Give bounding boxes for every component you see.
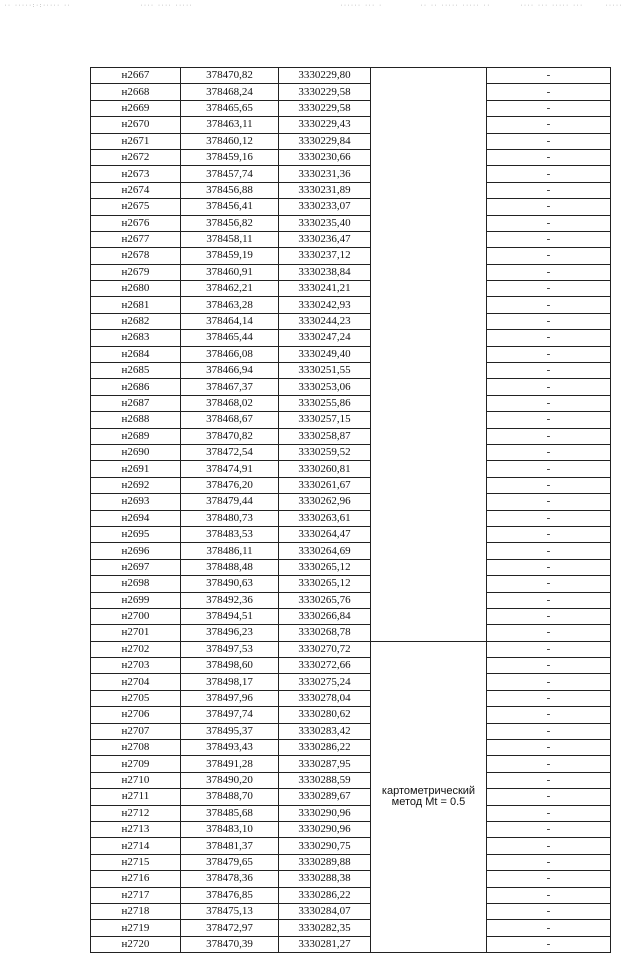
table-row <box>91 887 611 903</box>
x-coordinate-cell: 378462,21 <box>181 281 279 297</box>
point-name-cell: н2720 <box>91 936 181 952</box>
x-coordinate-cell: 378470,39 <box>181 936 279 952</box>
error-cell: - <box>487 920 611 936</box>
method-line-1: картометрический <box>381 784 476 797</box>
table-row <box>91 84 611 100</box>
error-cell: - <box>487 887 611 903</box>
y-coordinate-cell: 3330265,76 <box>279 592 371 608</box>
error-cell: - <box>487 231 611 247</box>
x-coordinate-cell: 378483,53 <box>181 526 279 542</box>
error-cell: - <box>487 248 611 264</box>
y-coordinate-cell: 3330258,87 <box>279 428 371 444</box>
y-coordinate-cell: 3330286,22 <box>279 887 371 903</box>
error-cell: - <box>487 690 611 706</box>
x-coordinate-cell: 378458,11 <box>181 231 279 247</box>
error-cell: - <box>487 264 611 280</box>
y-coordinate-cell: 3330233,07 <box>279 199 371 215</box>
point-name-cell: н2676 <box>91 215 181 231</box>
y-coordinate-cell: 3330244,23 <box>279 313 371 329</box>
point-name-cell: н2673 <box>91 166 181 182</box>
y-coordinate-cell: 3330282,35 <box>279 920 371 936</box>
x-coordinate-cell: 378456,82 <box>181 215 279 231</box>
x-coordinate-cell: 378465,65 <box>181 100 279 116</box>
x-coordinate-cell: 378456,88 <box>181 182 279 198</box>
x-coordinate-cell: 378494,51 <box>181 608 279 624</box>
y-coordinate-cell: 3330283,42 <box>279 723 371 739</box>
point-name-cell: н2696 <box>91 543 181 559</box>
point-name-cell: н2703 <box>91 658 181 674</box>
table-row <box>91 592 611 608</box>
x-coordinate-cell: 378474,91 <box>181 461 279 477</box>
y-coordinate-cell: 3330251,55 <box>279 363 371 379</box>
error-cell: - <box>487 805 611 821</box>
error-cell: - <box>487 658 611 674</box>
error-cell: - <box>487 133 611 149</box>
table-row <box>91 641 611 657</box>
point-name-cell: н2667 <box>91 68 181 84</box>
method-cell <box>371 641 487 952</box>
point-name-cell: н2694 <box>91 510 181 526</box>
y-coordinate-cell: 3330229,58 <box>279 84 371 100</box>
table-row <box>91 444 611 460</box>
point-name-cell: н2688 <box>91 412 181 428</box>
table-row <box>91 920 611 936</box>
table-row <box>91 149 611 165</box>
x-coordinate-cell: 378498,60 <box>181 658 279 674</box>
point-name-cell: н2704 <box>91 674 181 690</box>
point-name-cell: н2702 <box>91 641 181 657</box>
error-cell: - <box>487 821 611 837</box>
y-coordinate-cell: 3330259,52 <box>279 444 371 460</box>
y-coordinate-cell: 3330286,22 <box>279 740 371 756</box>
y-coordinate-cell: 3330268,78 <box>279 625 371 641</box>
x-coordinate-cell: 378460,91 <box>181 264 279 280</box>
point-name-cell: н2715 <box>91 854 181 870</box>
point-name-cell: н2710 <box>91 772 181 788</box>
y-coordinate-cell: 3330284,07 <box>279 903 371 919</box>
point-name-cell: н2681 <box>91 297 181 313</box>
table-row <box>91 133 611 149</box>
x-coordinate-cell: 378486,11 <box>181 543 279 559</box>
x-coordinate-cell: 378490,20 <box>181 772 279 788</box>
x-coordinate-cell: 378497,53 <box>181 641 279 657</box>
x-coordinate-cell: 378468,24 <box>181 84 279 100</box>
table-row <box>91 576 611 592</box>
x-coordinate-cell: 378492,36 <box>181 592 279 608</box>
x-coordinate-cell: 378498,17 <box>181 674 279 690</box>
table-row <box>91 199 611 215</box>
table-row <box>91 871 611 887</box>
error-cell: - <box>487 559 611 575</box>
scan-artifact-text: ·· ·····:·:····· ·· <box>4 3 71 9</box>
x-coordinate-cell: 378467,37 <box>181 379 279 395</box>
y-coordinate-cell: 3330290,96 <box>279 821 371 837</box>
error-cell: - <box>487 182 611 198</box>
error-cell: - <box>487 510 611 526</box>
error-cell: - <box>487 592 611 608</box>
point-name-cell: н2675 <box>91 199 181 215</box>
error-cell: - <box>487 903 611 919</box>
y-coordinate-cell: 3330288,59 <box>279 772 371 788</box>
error-cell: - <box>487 281 611 297</box>
y-coordinate-cell: 3330235,40 <box>279 215 371 231</box>
error-cell: - <box>487 330 611 346</box>
table-row <box>91 395 611 411</box>
error-cell: - <box>487 756 611 772</box>
table-row <box>91 526 611 542</box>
x-coordinate-cell: 378463,28 <box>181 297 279 313</box>
table-row <box>91 608 611 624</box>
y-coordinate-cell: 3330230,66 <box>279 149 371 165</box>
scan-artifact-text: ····· <box>605 3 623 9</box>
y-coordinate-cell: 3330280,62 <box>279 707 371 723</box>
x-coordinate-cell: 378460,12 <box>181 133 279 149</box>
y-coordinate-cell: 3330281,27 <box>279 936 371 952</box>
table-row <box>91 821 611 837</box>
y-coordinate-cell: 3330229,80 <box>279 68 371 84</box>
error-cell: - <box>487 641 611 657</box>
table-row <box>91 805 611 821</box>
error-cell: - <box>487 379 611 395</box>
point-name-cell: н2691 <box>91 461 181 477</box>
point-name-cell: н2680 <box>91 281 181 297</box>
error-cell: - <box>487 838 611 854</box>
table-row <box>91 494 611 510</box>
point-name-cell: н2672 <box>91 149 181 165</box>
table-row <box>91 559 611 575</box>
y-coordinate-cell: 3330229,43 <box>279 117 371 133</box>
x-coordinate-cell: 378470,82 <box>181 68 279 84</box>
point-name-cell: н2693 <box>91 494 181 510</box>
table-row <box>91 68 611 84</box>
table-row <box>91 461 611 477</box>
point-name-cell: н2700 <box>91 608 181 624</box>
y-coordinate-cell: 3330238,84 <box>279 264 371 280</box>
error-cell: - <box>487 166 611 182</box>
y-coordinate-cell: 3330236,47 <box>279 231 371 247</box>
x-coordinate-cell: 378496,23 <box>181 625 279 641</box>
point-name-cell: н2684 <box>91 346 181 362</box>
table-row <box>91 674 611 690</box>
error-cell: - <box>487 363 611 379</box>
table-row <box>91 854 611 870</box>
table-row <box>91 903 611 919</box>
error-cell: - <box>487 543 611 559</box>
y-coordinate-cell: 3330265,12 <box>279 559 371 575</box>
table-row <box>91 379 611 395</box>
point-name-cell: н2705 <box>91 690 181 706</box>
table-row <box>91 100 611 116</box>
point-name-cell: н2714 <box>91 838 181 854</box>
y-coordinate-cell: 3330247,24 <box>279 330 371 346</box>
y-coordinate-cell: 3330260,81 <box>279 461 371 477</box>
point-name-cell: н2670 <box>91 117 181 133</box>
y-coordinate-cell: 3330278,04 <box>279 690 371 706</box>
error-cell: - <box>487 707 611 723</box>
x-coordinate-cell: 378479,44 <box>181 494 279 510</box>
x-coordinate-cell: 378483,10 <box>181 821 279 837</box>
table-row <box>91 477 611 493</box>
table-row <box>91 231 611 247</box>
y-coordinate-cell: 3330270,72 <box>279 641 371 657</box>
y-coordinate-cell: 3330263,61 <box>279 510 371 526</box>
x-coordinate-cell: 378488,48 <box>181 559 279 575</box>
error-cell: - <box>487 199 611 215</box>
x-coordinate-cell: 378466,94 <box>181 363 279 379</box>
x-coordinate-cell: 378472,97 <box>181 920 279 936</box>
x-coordinate-cell: 378466,08 <box>181 346 279 362</box>
y-coordinate-cell: 3330229,84 <box>279 133 371 149</box>
error-cell: - <box>487 117 611 133</box>
table-row <box>91 772 611 788</box>
point-name-cell: н2690 <box>91 444 181 460</box>
point-name-cell: н2695 <box>91 526 181 542</box>
x-coordinate-cell: 378480,73 <box>181 510 279 526</box>
x-coordinate-cell: 378463,11 <box>181 117 279 133</box>
x-coordinate-cell: 378476,20 <box>181 477 279 493</box>
x-coordinate-cell: 378464,14 <box>181 313 279 329</box>
error-cell: - <box>487 740 611 756</box>
point-name-cell: н2685 <box>91 363 181 379</box>
y-coordinate-cell: 3330241,21 <box>279 281 371 297</box>
scan-header-artifacts <box>0 0 640 14</box>
y-coordinate-cell: 3330289,88 <box>279 854 371 870</box>
error-cell: - <box>487 477 611 493</box>
table-row <box>91 658 611 674</box>
x-coordinate-cell: 378488,70 <box>181 789 279 805</box>
table-row <box>91 543 611 559</box>
x-coordinate-cell: 378456,41 <box>181 199 279 215</box>
y-coordinate-cell: 3330253,06 <box>279 379 371 395</box>
x-coordinate-cell: 378470,82 <box>181 428 279 444</box>
table-row <box>91 723 611 739</box>
error-cell: - <box>487 871 611 887</box>
table-row <box>91 510 611 526</box>
table-row <box>91 707 611 723</box>
point-name-cell: н2718 <box>91 903 181 919</box>
error-cell: - <box>487 68 611 84</box>
x-coordinate-cell: 378481,37 <box>181 838 279 854</box>
point-name-cell: н2717 <box>91 887 181 903</box>
point-name-cell: н2719 <box>91 920 181 936</box>
point-name-cell: н2687 <box>91 395 181 411</box>
y-coordinate-cell: 3330262,96 <box>279 494 371 510</box>
error-cell: - <box>487 772 611 788</box>
error-cell: - <box>487 576 611 592</box>
scan-artifact-text: ······ ··· · <box>340 3 383 9</box>
y-coordinate-cell: 3330264,47 <box>279 526 371 542</box>
point-name-cell: н2682 <box>91 313 181 329</box>
x-coordinate-cell: 378497,74 <box>181 707 279 723</box>
y-coordinate-cell: 3330272,66 <box>279 658 371 674</box>
error-cell: - <box>487 313 611 329</box>
table-row <box>91 363 611 379</box>
point-name-cell: н2668 <box>91 84 181 100</box>
point-name-cell: н2686 <box>91 379 181 395</box>
x-coordinate-cell: 378468,02 <box>181 395 279 411</box>
table-row <box>91 690 611 706</box>
error-cell: - <box>487 84 611 100</box>
coordinates-table-body <box>91 68 611 953</box>
table-row <box>91 215 611 231</box>
y-coordinate-cell: 3330266,84 <box>279 608 371 624</box>
error-cell: - <box>487 723 611 739</box>
error-cell: - <box>487 428 611 444</box>
table-row <box>91 166 611 182</box>
y-coordinate-cell: 3330242,93 <box>279 297 371 313</box>
y-coordinate-cell: 3330261,67 <box>279 477 371 493</box>
point-name-cell: н2689 <box>91 428 181 444</box>
error-cell: - <box>487 674 611 690</box>
method-cell-empty <box>371 68 487 642</box>
point-name-cell: н2711 <box>91 789 181 805</box>
table-row <box>91 346 611 362</box>
table-row <box>91 838 611 854</box>
x-coordinate-cell: 378478,36 <box>181 871 279 887</box>
x-coordinate-cell: 378479,65 <box>181 854 279 870</box>
point-name-cell: н2706 <box>91 707 181 723</box>
y-coordinate-cell: 3330288,38 <box>279 871 371 887</box>
y-coordinate-cell: 3330255,86 <box>279 395 371 411</box>
point-name-cell: н2716 <box>91 871 181 887</box>
x-coordinate-cell: 378475,13 <box>181 903 279 919</box>
error-cell: - <box>487 100 611 116</box>
point-name-cell: н2683 <box>91 330 181 346</box>
y-coordinate-cell: 3330265,12 <box>279 576 371 592</box>
error-cell: - <box>487 461 611 477</box>
table-row <box>91 264 611 280</box>
error-cell: - <box>487 215 611 231</box>
x-coordinate-cell: 378485,68 <box>181 805 279 821</box>
point-name-cell: н2699 <box>91 592 181 608</box>
point-name-cell: н2674 <box>91 182 181 198</box>
y-coordinate-cell: 3330249,40 <box>279 346 371 362</box>
point-name-cell: н2669 <box>91 100 181 116</box>
x-coordinate-cell: 378495,37 <box>181 723 279 739</box>
scan-artifact-text: ···· ··· ····· ··· <box>520 3 584 9</box>
point-name-cell: н2709 <box>91 756 181 772</box>
x-coordinate-cell: 378465,44 <box>181 330 279 346</box>
x-coordinate-cell: 378493,43 <box>181 740 279 756</box>
x-coordinate-cell: 378459,19 <box>181 248 279 264</box>
error-cell: - <box>487 149 611 165</box>
table-row <box>91 428 611 444</box>
table-row <box>91 412 611 428</box>
table-row <box>91 756 611 772</box>
y-coordinate-cell: 3330290,75 <box>279 838 371 854</box>
y-coordinate-cell: 3330290,96 <box>279 805 371 821</box>
x-coordinate-cell: 378476,85 <box>181 887 279 903</box>
error-cell: - <box>487 625 611 641</box>
y-coordinate-cell: 3330257,15 <box>279 412 371 428</box>
point-name-cell: н2677 <box>91 231 181 247</box>
table-row <box>91 936 611 952</box>
point-name-cell: н2692 <box>91 477 181 493</box>
table-row <box>91 625 611 641</box>
point-name-cell: н2713 <box>91 821 181 837</box>
point-name-cell: н2678 <box>91 248 181 264</box>
x-coordinate-cell: 378497,96 <box>181 690 279 706</box>
y-coordinate-cell: 3330231,36 <box>279 166 371 182</box>
point-name-cell: н2698 <box>91 576 181 592</box>
scan-artifact-text: ···· ···· ····· <box>140 3 193 9</box>
error-cell: - <box>487 608 611 624</box>
table-row <box>91 248 611 264</box>
error-cell: - <box>487 444 611 460</box>
point-name-cell: н2712 <box>91 805 181 821</box>
y-coordinate-cell: 3330289,67 <box>279 789 371 805</box>
error-cell: - <box>487 526 611 542</box>
x-coordinate-cell: 378468,67 <box>181 412 279 428</box>
table-row <box>91 297 611 313</box>
x-coordinate-cell: 378472,54 <box>181 444 279 460</box>
point-name-cell: н2679 <box>91 264 181 280</box>
x-coordinate-cell: 378491,28 <box>181 756 279 772</box>
table-row <box>91 789 611 805</box>
error-cell: - <box>487 395 611 411</box>
y-coordinate-cell: 3330287,95 <box>279 756 371 772</box>
error-cell: - <box>487 412 611 428</box>
table-row <box>91 281 611 297</box>
y-coordinate-cell: 3330231,89 <box>279 182 371 198</box>
y-coordinate-cell: 3330229,58 <box>279 100 371 116</box>
point-name-cell: н2671 <box>91 133 181 149</box>
x-coordinate-cell: 378457,74 <box>181 166 279 182</box>
x-coordinate-cell: 378459,16 <box>181 149 279 165</box>
error-cell: - <box>487 936 611 952</box>
point-name-cell: н2708 <box>91 740 181 756</box>
error-cell: - <box>487 854 611 870</box>
error-cell: - <box>487 789 611 805</box>
point-name-cell: н2701 <box>91 625 181 641</box>
scan-artifact-text: ·· ·· ····· ····· ·· <box>420 3 491 9</box>
error-cell: - <box>487 494 611 510</box>
coordinates-table <box>90 67 611 953</box>
method-line-2: метод Mt = 0.5 <box>391 795 466 808</box>
error-cell: - <box>487 297 611 313</box>
table-row <box>91 117 611 133</box>
error-cell: - <box>487 346 611 362</box>
x-coordinate-cell: 378490,63 <box>181 576 279 592</box>
y-coordinate-cell: 3330275,24 <box>279 674 371 690</box>
table-row <box>91 313 611 329</box>
y-coordinate-cell: 3330264,69 <box>279 543 371 559</box>
table-row <box>91 330 611 346</box>
point-name-cell: н2707 <box>91 723 181 739</box>
table-row <box>91 182 611 198</box>
point-name-cell: н2697 <box>91 559 181 575</box>
table-row <box>91 740 611 756</box>
y-coordinate-cell: 3330237,12 <box>279 248 371 264</box>
